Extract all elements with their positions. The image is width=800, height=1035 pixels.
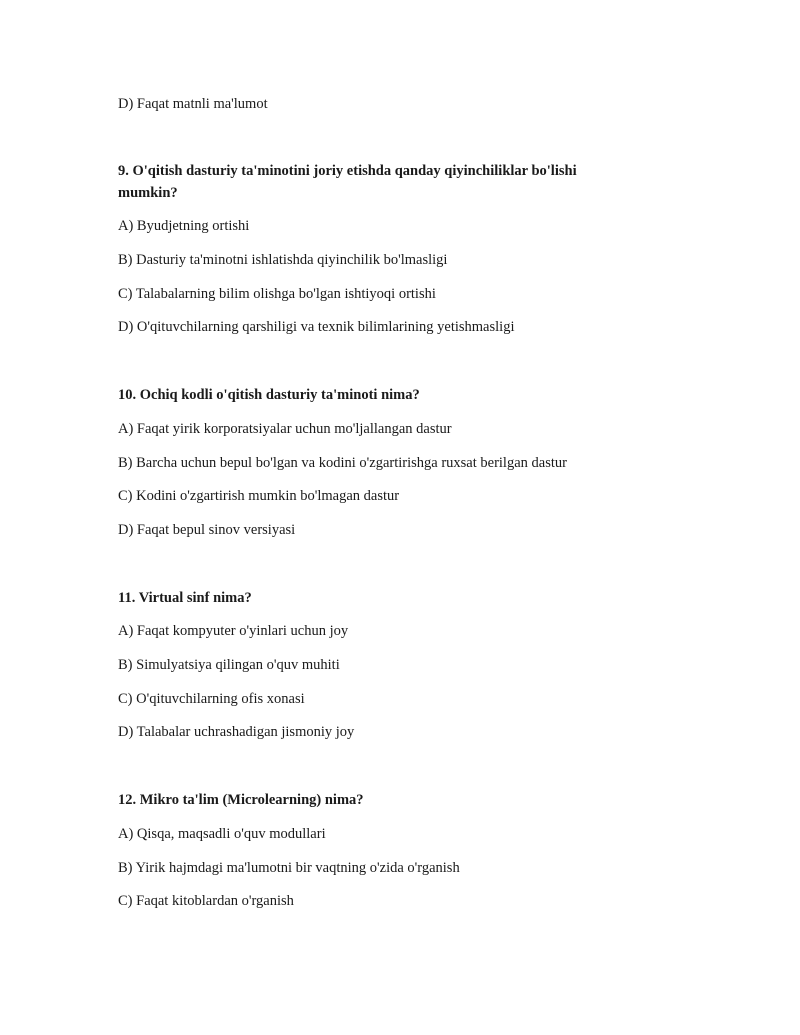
prev-question-option-d: D) Faqat matnli ma'lumot (118, 96, 268, 112)
question-12-option-a: A) Qisqa, maqsadli o'quv modullari (118, 826, 326, 842)
question-10-option-b: B) Barcha uchun bepul bo'lgan va kodini o'zgartirishga ruxsat berilgan dastur (118, 455, 567, 471)
question-9-option-b: B) Dasturiy ta'minotni ishlatishda qiyinchilik bo'lmasligi (118, 252, 448, 268)
question-10-option-c: C) Kodini o'zgartirish mumkin bo'lmagan dastur (118, 488, 400, 504)
question-10-text: 10. Ochiq kodli o'qitish dasturiy ta'minoti nima? (118, 387, 420, 403)
question-11-option-c: C) O'qituvchilarning ofis xonasi (118, 691, 305, 707)
question-11-option-d: D) Talabalar uchrashadigan jismoniy joy (118, 724, 355, 740)
question-10-option-d: D) Faqat bepul sinov versiyasi (118, 522, 296, 538)
question-12-text: 12. Mikro ta'lim (Microlearning) nima? (118, 792, 364, 808)
question-10-option-a: A) Faqat yirik korporatsiyalar uchun mo'ljallangan dastur (118, 421, 452, 437)
question-9-option-c: C) Talabalarning bilim olishga bo'lgan ishtiyoqi ortishi (118, 286, 436, 302)
question-11-text: 11. Virtual sinf nima? (118, 590, 252, 606)
question-9-text: 9. O'qitish dasturiy ta'minotini joriy etishda qanday qiyinchiliklar bo'lishi mumkin? (118, 163, 577, 201)
question-9-option-a: A) Byudjetning ortishi (118, 218, 250, 234)
question-12-option-c: C) Faqat kitoblardan o'rganish (118, 893, 294, 909)
question-11-option-a: A) Faqat kompyuter o'yinlari uchun joy (118, 623, 349, 639)
question-12-option-b: B) Yirik hajmdagi ma'lumotni bir vaqtning o'zida o'rganish (118, 860, 460, 876)
question-11-option-b: B) Simulyatsiya qilingan o'quv muhiti (118, 657, 340, 673)
question-9-option-d: D) O'qituvchilarning qarshiligi va texnik bilimlarining yetishmasligi (118, 319, 515, 335)
